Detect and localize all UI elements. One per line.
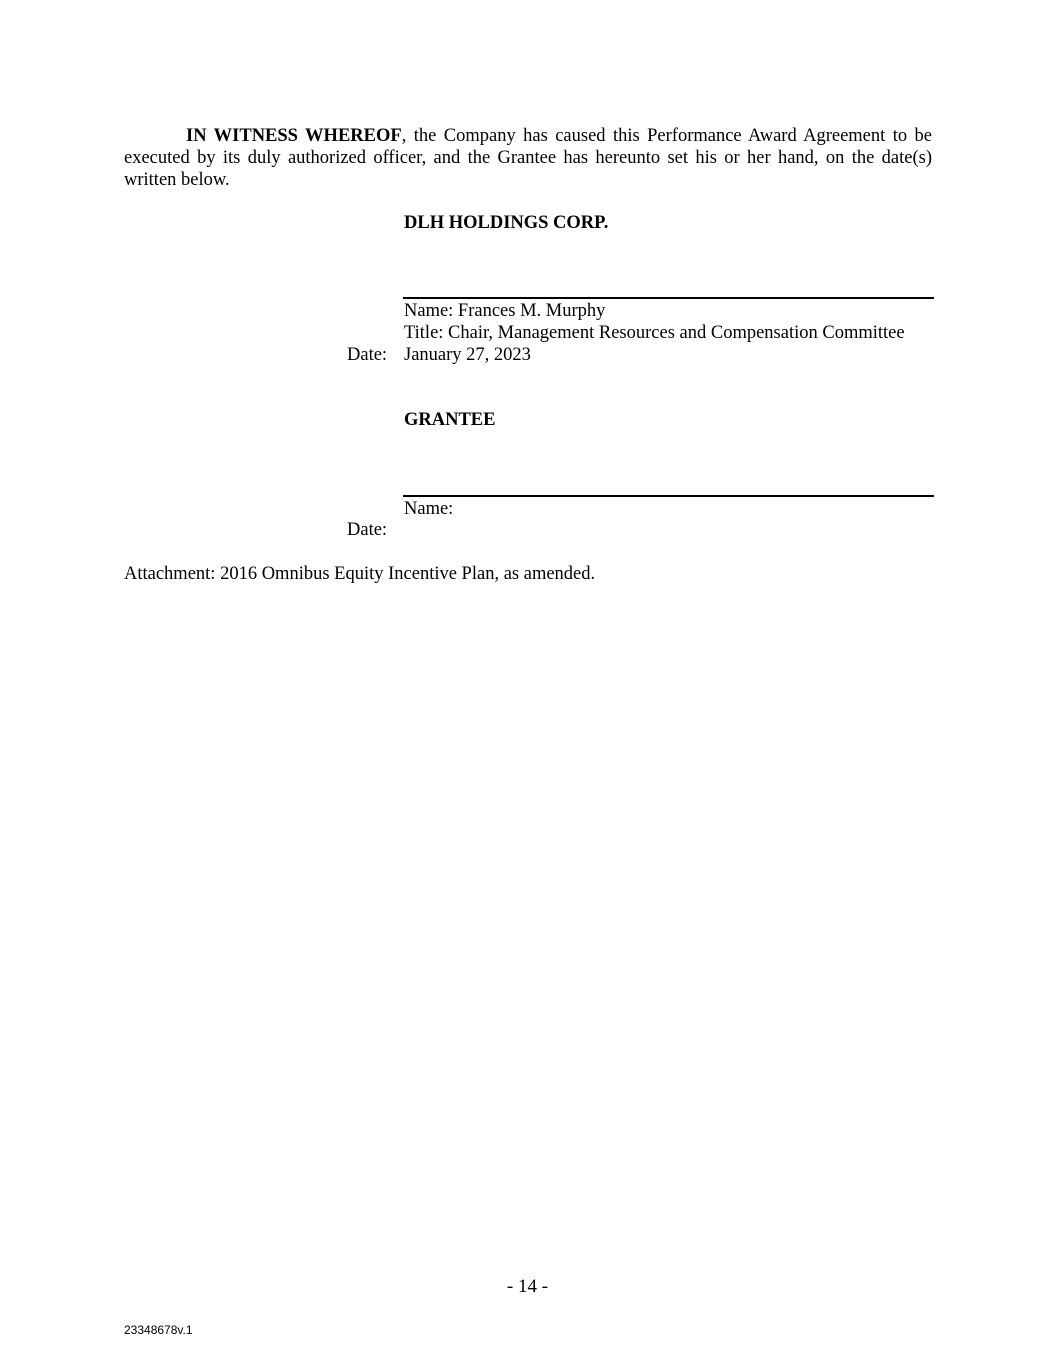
document-id: 23348678v.1	[124, 1323, 193, 1337]
witness-paragraph	[124, 125, 932, 191]
attachment-note: Attachment: 2016 Omnibus Equity Incentive Plan, as amended.	[124, 564, 596, 584]
grantee-name-label: Name:	[404, 499, 454, 519]
witness-lead: IN WITNESS WHEREOF	[186, 126, 402, 146]
company-date-label: Date:	[347, 345, 388, 365]
company-signatory-name: Name: Frances M. Murphy	[404, 301, 606, 321]
company-signatory-title: Title: Chair, Management Resources and Compensation Committee	[404, 323, 905, 343]
grantee-signature-line	[403, 495, 934, 497]
grantee-date-label: Date:	[347, 520, 388, 540]
company-signature-line	[403, 297, 934, 299]
company-date-value: January 27, 2023	[404, 345, 531, 365]
page-number: - 14 -	[506, 1276, 549, 1297]
company-heading: DLH HOLDINGS CORP.	[404, 213, 609, 233]
grantee-heading: GRANTEE	[404, 410, 496, 430]
witness-text: , the Company has caused this Performance Award Agreement to be executed by its duly authorized officer, and the Grantee has hereunto set his or her hand, on the date(s) written below.	[124, 126, 932, 190]
